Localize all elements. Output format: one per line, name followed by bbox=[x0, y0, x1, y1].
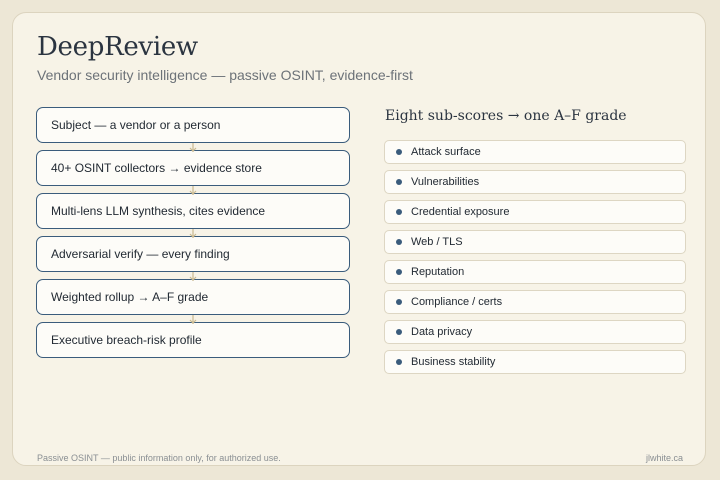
arrow-down-icon bbox=[187, 143, 199, 152]
sub-score-data-privacy bbox=[384, 320, 686, 344]
pipeline-step-profile bbox=[36, 322, 350, 358]
bullet-dot-icon bbox=[396, 179, 402, 185]
sub-score-attack-surface bbox=[384, 140, 686, 164]
bullet-dot-icon bbox=[396, 329, 402, 335]
sub-score-reputation bbox=[384, 260, 686, 284]
pipeline-step-label: Weighted rollup → A–F grade bbox=[51, 290, 209, 304]
pipeline-step-rollup bbox=[36, 279, 350, 315]
sub-score-label: Business stability bbox=[411, 356, 496, 368]
slide-card bbox=[12, 12, 706, 466]
arrow-down-icon bbox=[187, 272, 199, 281]
pipeline-step-verify bbox=[36, 236, 350, 272]
bullet-dot-icon bbox=[396, 359, 402, 365]
bullet-dot-icon bbox=[396, 149, 402, 155]
footer-site: jlwhite.ca bbox=[645, 453, 683, 463]
sub-score-label: Attack surface bbox=[411, 146, 481, 158]
sub-score-label: Compliance / certs bbox=[411, 296, 503, 308]
bullet-dot-icon bbox=[396, 209, 402, 215]
pipeline-step-subject bbox=[36, 107, 350, 143]
arrow-down-icon bbox=[187, 315, 199, 324]
sub-score-list bbox=[384, 140, 686, 380]
pipeline-step-collectors bbox=[36, 150, 350, 186]
page-title: DeepReview bbox=[37, 32, 198, 62]
pipeline-step-label: Adversarial verify — every finding bbox=[51, 247, 230, 261]
sub-score-label: Web / TLS bbox=[411, 236, 463, 248]
pipeline-step-synthesis bbox=[36, 193, 350, 229]
arrow-down-icon bbox=[187, 186, 199, 195]
pipeline-step-label: 40+ OSINT collectors → evidence store bbox=[51, 161, 262, 175]
sub-score-label: Vulnerabilities bbox=[411, 176, 480, 188]
sub-score-compliance bbox=[384, 290, 686, 314]
scores-heading: Eight sub-scores → one A–F grade bbox=[385, 108, 627, 124]
bullet-dot-icon bbox=[396, 239, 402, 245]
pipeline-step-label: Executive breach-risk profile bbox=[51, 333, 202, 347]
sub-score-label: Credential exposure bbox=[411, 206, 510, 218]
sub-score-label: Data privacy bbox=[411, 326, 473, 338]
sub-score-vulnerabilities bbox=[384, 170, 686, 194]
sub-score-web-tls bbox=[384, 230, 686, 254]
pipeline-step-label: Subject — a vendor or a person bbox=[51, 118, 221, 132]
sub-score-credential-exposure bbox=[384, 200, 686, 224]
pipeline-flow bbox=[36, 107, 350, 358]
pipeline-step-label: Multi-lens LLM synthesis, cites evidence bbox=[51, 204, 266, 218]
sub-score-label: Reputation bbox=[411, 266, 465, 278]
page-subtitle: Vendor security intelligence — passive OSINT, evidence-first bbox=[37, 67, 413, 83]
sub-score-business-stability bbox=[384, 350, 686, 374]
footer-note: Passive OSINT — public information only, for authorized use. bbox=[37, 453, 281, 463]
bullet-dot-icon bbox=[396, 269, 402, 275]
bullet-dot-icon bbox=[396, 299, 402, 305]
arrow-down-icon bbox=[187, 229, 199, 238]
